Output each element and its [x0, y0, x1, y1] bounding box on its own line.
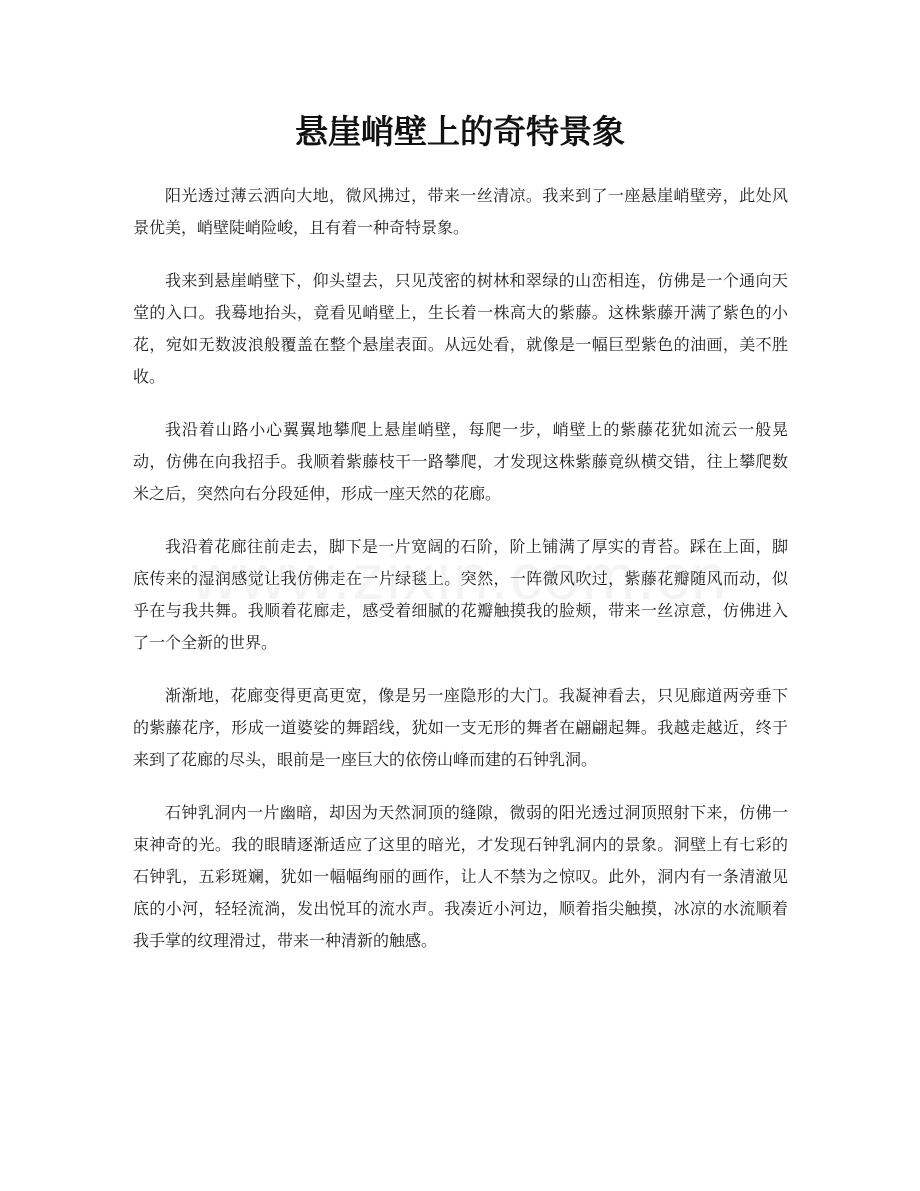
paragraph-2: 我来到悬崖峭壁下，仰头望去，只见茂密的树林和翠绿的山峦相连，仿佛是一个通向天堂的入口。我蓦地抬头，竟看见峭壁上，生长着一株高大的紫藤。这株紫藤开满了紫色的小花，宛如无数波浪般覆盖在整个悬崖表面。从远处看，就像是一幅巨型紫色的油画，美不胜收。	[133, 271, 788, 386]
paragraph-4: 我沿着花廊往前走去，脚下是一片宽阔的石阶，阶上铺满了厚实的青苔。踩在上面，脚底传来的湿润感觉让我仿佛走在一片绿毯上。突然，一阵微风吹过，紫藤花瓣随风而动，似乎在与我共舞。我顺着花廊走，感受着细腻的花瓣触摸我的脸颊，带来一丝凉意，仿佛进入了一个全新的世界。	[133, 537, 788, 652]
document-title: 悬崖峭壁上的奇特景象	[295, 112, 625, 151]
paragraph-3: 我沿着山路小心翼翼地攀爬上悬崖峭壁，每爬一步，峭壁上的紫藤花犹如流云一般晃动，仿佛在向我招手。我顺着紫藤枝干一路攀爬，才发现这株紫藤竟纵横交错，往上攀爬数米之后，突然向右分段延伸，形成一座天然的花廊。	[133, 420, 788, 503]
paragraph-1: 阳光透过薄云洒向大地，微风拂过，带来一丝清凉。我来到了一座悬崖峭壁旁，此处风景优美，峭壁陡峭险峻，且有着一种奇特景象。	[133, 186, 788, 237]
paragraph-5: 渐渐地，花廊变得更高更宽，像是另一座隐形的大门。我凝神看去，只见廊道两旁垂下的紫藤花序，形成一道婆娑的舞蹈线，犹如一支无形的舞者在翩翩起舞。我越走越近，终于来到了花廊的尽头，眼前是一座巨大的依傍山峰而建的石钟乳洞。	[133, 686, 788, 769]
paragraph-6: 石钟乳洞内一片幽暗，却因为天然洞顶的缝隙，微弱的阳光透过洞顶照射下来，仿佛一束神奇的光。我的眼睛逐渐适应了这里的暗光，才发现石钟乳洞内的景象。洞壁上有七彩的石钟乳，五彩斑斓，犹如一幅幅绚丽的画作，让人不禁为之惊叹。此外，洞内有一条清澈见底的小河，轻轻流淌，发出悦耳的流水声。我凑近小河边，顺着指尖触摸，冰凉的水流顺着我手掌的纹理滑过，带来一种清新的触感。	[133, 803, 788, 950]
document-body	[133, 180, 788, 978]
